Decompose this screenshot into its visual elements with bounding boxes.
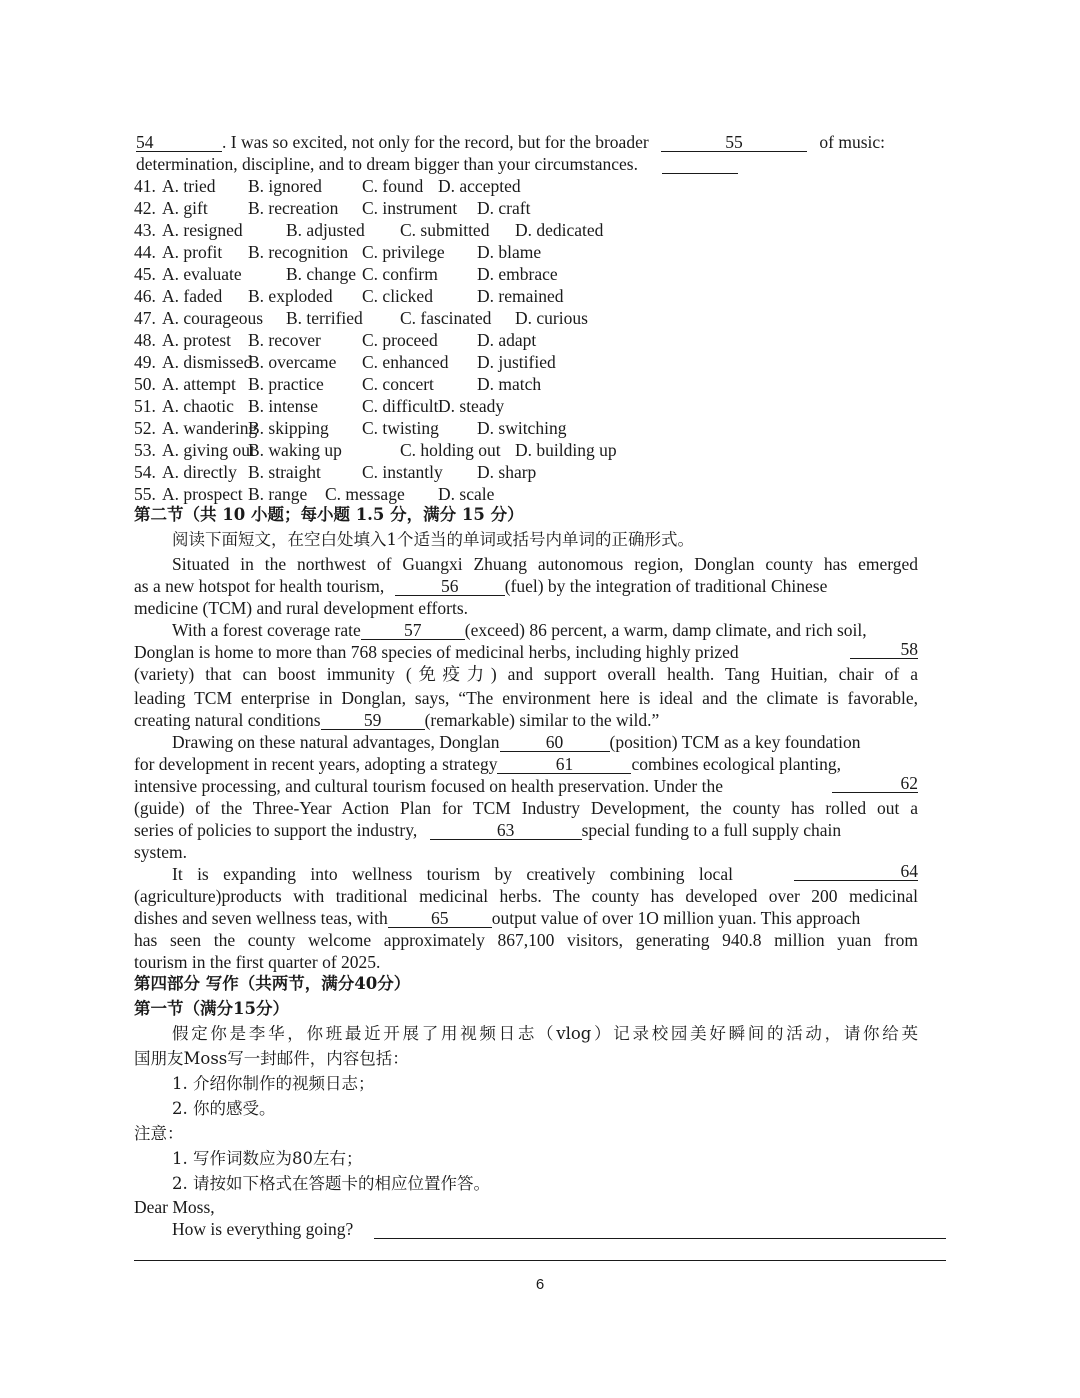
blank-63: 63 [430,822,582,840]
option-number: 55. [134,484,156,504]
option-d: D. sharp [477,462,537,482]
passage-line: It is expanding into wellness tourism by creatively combining local 64 [172,861,918,884]
option-b: B. recover [248,330,321,350]
letter-opening: How is everything going? [172,1219,354,1239]
option-b: B. adjusted [286,220,365,240]
option-d: D. scale [438,484,495,504]
part-heading: 第四部分 写作（共两节，满分40分） [134,974,411,993]
letter-salutation: Dear Moss, [134,1197,215,1217]
option-c: C. holding out [400,440,501,460]
option-c: C. difficult [362,396,439,416]
option-a: A. giving out [162,440,255,460]
option-b: B. practice [248,374,324,394]
option-d: D. switching [477,418,567,438]
passage-line: series of policies to support the industry, 63 special funding to a full supply chain [134,820,842,840]
option-d: D. building up [515,440,617,460]
prompt-item: 1. 介绍你制作的视频日志； [172,1074,375,1093]
option-a: A. wandering [162,418,258,438]
subsection-heading: 第一节（满分15分） [134,999,289,1018]
option-a: A. resigned [162,220,243,240]
passage-line: intensive processing, and cultural tourism focused on health preservation. Under the 62 [134,773,918,796]
option-number: 51. [134,396,156,416]
option-number: 45. [134,264,156,284]
option-c: C. instantly [362,462,443,482]
passage-line-end: determination, discipline, and to dream bigger than your circumstances. [136,153,920,175]
writing-prompt: 国朋友Moss写一封邮件，内容包括： [134,1049,409,1068]
option-b: B. recognition [248,242,349,262]
option-c: C. found [362,176,424,196]
option-a: A. directly [162,462,237,482]
blank-64: 64 [794,863,918,881]
option-b: B. skipping [248,418,329,438]
option-c: C. confirm [362,264,438,284]
option-b: B. waking up [248,440,342,460]
option-c: C. twisting [362,418,439,438]
option-number: 48. [134,330,156,350]
passage-line: creating natural conditions 59 (remarkable) similar to the wild.” [134,710,660,730]
option-d: D. curious [515,308,588,328]
option-number: 50. [134,374,156,394]
option-number: 46. [134,286,156,306]
option-d: D. accepted [438,176,521,196]
passage-line: (agriculture)products with traditional medicinal herbs. The county has developed over 200 medicinal [134,886,918,906]
section-instruction: 阅读下面短文，在空白处填入1个适当的单词或括号内单词的正确形式。 [172,530,694,549]
option-d: D. blame [477,242,542,262]
option-b: B. ignored [248,176,322,196]
passage-line: system. [134,842,187,862]
passage-line: (variety) that can boost immunity (免疫力) and support overall health. Tang Huitian, chair of a [134,664,918,684]
passage-line: Drawing on these natural advantages, Donglan 60 (position) TCM as a key foundation [172,732,861,752]
option-c: C. submitted [400,220,490,240]
option-a: A. courageous [162,308,264,328]
option-b: B. overcame [248,352,337,372]
option-d: D. embrace [477,264,558,284]
option-d: D. dedicated [515,220,604,240]
blank-57: 57 [361,622,465,640]
option-number: 49. [134,352,156,372]
option-a: A. chaotic [162,396,234,416]
passage-line: as a new hotspot for health tourism, 56 (fuel) by the integration of traditional Chinese [134,576,828,596]
note-label: 注意： [134,1124,184,1143]
blank-56: 56 [395,578,505,596]
option-b: B. straight [248,462,321,482]
option-d: D. remained [477,286,564,306]
option-d: D. match [477,374,542,394]
blank-65: 65 [388,910,492,928]
blank-59: 59 [321,712,425,730]
option-a: A. prospect [162,484,243,504]
option-d: D. justified [477,352,556,372]
section-heading: 第二节（共 10 小题；每小题 1.5 分，满分 15 分） [134,505,524,524]
blank-55: 55 [661,134,807,152]
option-a: A. tried [162,176,216,196]
answer-line [134,1260,946,1261]
option-c: C. instrument [362,198,458,218]
option-b: B. recreation [248,198,339,218]
option-c: C. concert [362,374,434,394]
option-b: B. terrified [286,308,363,328]
passage-line: has seen the county welcome approximately 867,100 visitors, generating 940.8 million yuan from [134,930,918,950]
option-number: 42. [134,198,156,218]
option-c: C. enhanced [362,352,449,372]
option-a: A. gift [162,198,208,218]
option-a: A. faded [162,286,223,306]
option-number: 54. [134,462,156,482]
option-number: 52. [134,418,156,438]
note-item: 2. 请按如下格式在答题卡的相应位置作答。 [172,1174,490,1193]
option-d: D. adapt [477,330,537,350]
writing-prompt: 假定你是李华，你班最近开展了用视频日志（vlog）记录校园美好瞬间的活动，请你给英 [172,1024,918,1043]
passage-line-continuation: 54 . I was so excited, not only for the record, but for the broader 55 of music: [136,132,886,152]
option-c: C. message [325,484,405,504]
passage-line: dishes and seven wellness teas, with 65 output value of over 1O million yuan. This approach [134,908,861,928]
passage-line: for development in recent years, adopting a strategy 61 combines ecological planting, [134,754,841,774]
passage-line: Donglan is home to more than 768 species of medicinal herbs, including highly prized 58 [134,639,918,662]
passage-line: (guide) of the Three-Year Action Plan for TCM Industry Development, the county has rolled out a [134,798,918,818]
option-number: 53. [134,440,156,460]
option-c: C. fascinated [400,308,492,328]
option-a: A. profit [162,242,223,262]
passage-line: tourism in the first quarter of 2025. [134,952,381,972]
blank-54: 54 [136,134,222,152]
option-number: 47. [134,308,156,328]
page-number: 6 [535,1276,545,1293]
passage-line: Situated in the northwest of Guangxi Zhuang autonomous region, Donglan county has emerged [172,554,918,574]
blank-58: 58 [850,641,918,659]
option-d: D. craft [477,198,531,218]
option-a: A. dismissed [162,352,253,372]
option-a: A. protest [162,330,232,350]
option-c: C. privilege [362,242,445,262]
blank-empty [662,156,738,174]
passage-line: medicine (TCM) and rural development efforts. [134,598,469,618]
option-number: 41. [134,176,156,196]
answer-line [374,1238,946,1239]
option-d: D. steady [438,396,505,416]
option-c: C. clicked [362,286,433,306]
note-item: 1. 写作词数应为80左右； [172,1149,363,1168]
blank-62: 62 [832,775,918,793]
blank-61: 61 [497,756,631,774]
option-b: B. exploded [248,286,333,306]
option-number: 43. [134,220,156,240]
blank-60: 60 [500,734,610,752]
option-c: C. proceed [362,330,438,350]
passage-line: leading TCM enterprise in Donglan, says, “The environment here is ideal and the climate is favorable, [134,688,918,708]
option-a: A. attempt [162,374,236,394]
passage-line: With a forest coverage rate 57 (exceed) 86 percent, a warm, damp climate, and rich soil, [172,620,867,640]
option-b: B. change [286,264,356,284]
option-number: 44. [134,242,156,262]
option-b: B. intense [248,396,318,416]
prompt-item: 2. 你的感受。 [172,1099,276,1118]
option-a: A. evaluate [162,264,242,284]
option-b: B. range [248,484,308,504]
